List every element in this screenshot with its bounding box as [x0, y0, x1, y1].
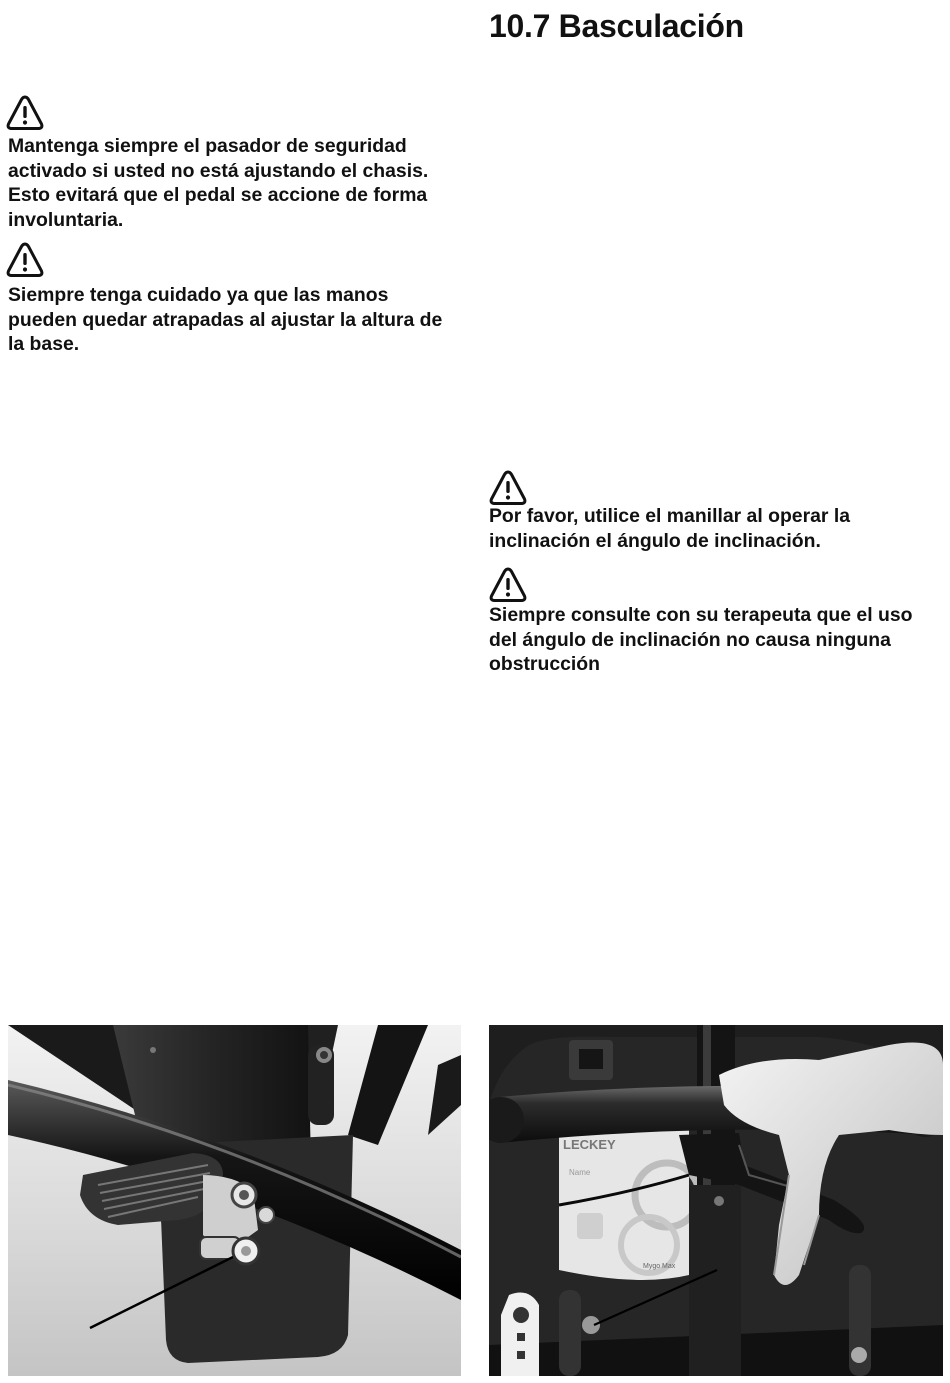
warning-text-handlebar: Por favor, utilice el manillar al operar la inclinación el ángulo de inclinación. [489, 505, 851, 552]
warning-triangle-icon [6, 242, 44, 278]
photo-tilt-handle [489, 1025, 943, 1376]
label-logo-text: Mygo Max [643, 1263, 676, 1270]
warning-triangle-icon [489, 567, 527, 603]
warning-text-safety-pin: Mantenga siempre el pasador de seguridad activado si usted no está ajustando el chasis. Esto evitará que el pedal se accione de forma involuntaria. [8, 135, 429, 231]
warning-triangle-icon [6, 95, 44, 131]
warning-text-hand-trap: Siempre tenga cuidado ya que las manos pueden quedar atrapadas al ajustar la altura de la base. [8, 284, 443, 355]
warning-triangle-icon [489, 470, 527, 506]
label-name-text: Name [569, 1168, 591, 1177]
section-title: 10.7 Basculación [489, 8, 744, 44]
warning-text-therapist: Siempre consulte con su terapeuta que el uso del ángulo de inclinación no causa ninguna obstrucción [489, 604, 913, 675]
photo-safety-pin-pedal [8, 1025, 461, 1376]
label-brand-text: LECKEY [563, 1137, 616, 1152]
